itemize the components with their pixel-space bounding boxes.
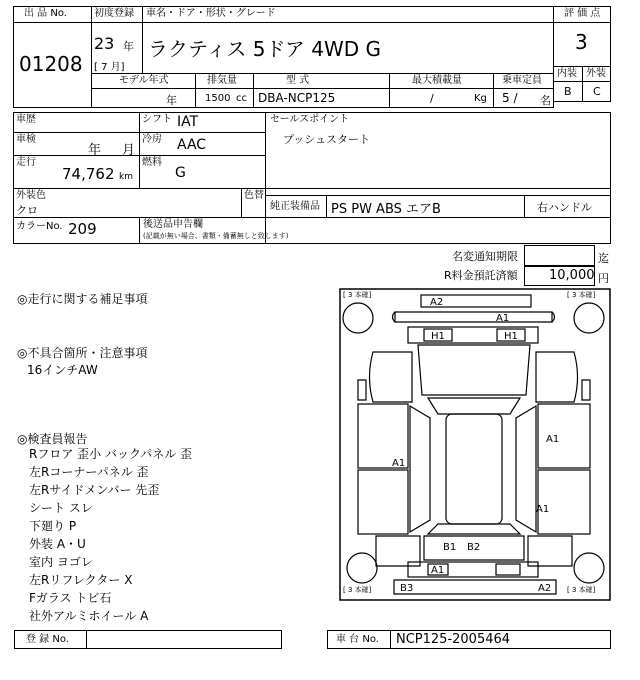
inspector-item: 下廻り P (29, 519, 77, 533)
max-load-unit: Kg (474, 93, 487, 104)
inspector-item: 左Rサイドメンバー 先歪 (29, 483, 160, 497)
history-label: 車歴 (16, 114, 36, 125)
inspector-item: 外装 A・U (29, 537, 86, 551)
shift-label: シフト (142, 114, 172, 125)
displacement-unit: cc (236, 93, 247, 104)
defects-item: 16インチAW (27, 363, 98, 377)
type-value: DBA-NCP125 (258, 91, 336, 105)
exterior-grade-label: 外装 (586, 68, 606, 79)
model-name-label: 車名・ドア・形状・グレード (146, 8, 276, 19)
first-registration-year-unit: 年 (123, 40, 134, 53)
damage-mark-hood: A1 (496, 313, 510, 324)
mileage-label: 走行 (16, 157, 36, 168)
registration-number-label: 登 録 No. (26, 634, 69, 645)
max-load-value: / (430, 92, 434, 105)
color-number-label: カラーNo. (16, 221, 63, 232)
inspector-report-title: ◎検査員報告 (17, 432, 88, 446)
capacity-value: 5 / (502, 91, 518, 105)
damage-mark-tailgate-b1: B1 (443, 542, 457, 553)
inspector-item: Fガラス トビ石 (29, 591, 112, 605)
exterior-color-label: 外装色 (16, 190, 46, 201)
damage-mark-taillight-left: A1 (431, 565, 445, 576)
equipment-value: PS PW ABS エアB (331, 202, 441, 217)
damage-mark-rear-bumper-right: A2 (538, 583, 552, 594)
tire-rear-left-label: [ 3 本確] (343, 586, 372, 594)
color-number-value: 209 (68, 220, 97, 238)
fuel-label: 燃料 (142, 157, 162, 168)
capacity-label: 乗車定員 (502, 75, 542, 86)
displacement-value: 1500 (205, 93, 231, 104)
steering-value: 右ハンドル (537, 201, 592, 214)
inspector-item: Rフロア 歪小 バックパネル 歪 (29, 447, 193, 461)
ac-value: AAC (177, 137, 207, 153)
shift-value: IAT (177, 114, 199, 130)
sales-point-value: プッシュスタート (283, 133, 371, 146)
score: 3 (575, 30, 588, 54)
model-year-unit: 年 (166, 94, 177, 107)
lot-number: 01208 (19, 52, 83, 76)
damage-mark-left-side: A1 (392, 458, 406, 469)
exterior-color-value: クロ (16, 204, 38, 217)
fuel-value: G (175, 165, 186, 181)
name-change-deadline-label: 名変通知期限 (452, 250, 518, 263)
damage-mark-headlight-right: H1 (504, 331, 518, 342)
name-change-deadline-unit: 迄 (598, 252, 609, 265)
inspector-item: 左Rリフレクター X (29, 573, 133, 587)
first-registration-month: [ 7 月] (94, 62, 125, 73)
inspection-label: 車検 (16, 134, 36, 145)
displacement-label: 排気量 (207, 75, 237, 86)
inspector-item: シート スレ (29, 501, 93, 515)
interior-grade-label: 内装 (557, 68, 577, 79)
damage-mark-right-side-top: A1 (546, 434, 560, 445)
capacity-unit: 名 (540, 94, 551, 107)
mileage-unit: km (119, 172, 133, 182)
tire-rear-right-label: [ 3 本確] (567, 586, 596, 594)
first-registration-year: 23 (94, 34, 115, 53)
driving-notes-title: ◎走行に関する補足事項 (17, 292, 148, 306)
ac-label: 冷房 (142, 134, 162, 145)
inspector-item: 左Rコーナーパネル 歪 (29, 465, 149, 479)
recycle-fee-label: R料金預託済額 (444, 269, 518, 282)
recycle-fee-value: 10,000 (549, 268, 595, 283)
repaint-label: 色替 (244, 190, 264, 201)
defects-title: ◎不具合箇所・注意事項 (17, 346, 148, 360)
inspection-month-unit: 月 (122, 143, 136, 158)
damage-mark-tailgate-b2: B2 (467, 542, 481, 553)
mileage-value: 74,762 (62, 165, 115, 183)
first-registration-label: 初度登録 (94, 8, 134, 19)
aftermarket-note: (記載が無い場合、書類・備蓄無しと致します) (143, 232, 289, 240)
inspection-year-unit: 年 (88, 143, 102, 158)
chassis-number-label: 車 台 No. (336, 634, 379, 645)
model-year-label: モデル年式 (119, 75, 169, 86)
interior-grade: B (564, 85, 572, 98)
chassis-number-value: NCP125-2005464 (396, 632, 511, 647)
damage-mark-right-side-bottom: A1 (536, 504, 550, 515)
sales-point-label: セールスポイント (270, 114, 350, 125)
car-damage-diagram (339, 288, 611, 602)
damage-mark-front-bumper: A2 (430, 297, 444, 308)
max-load-label: 最大積載量 (412, 75, 462, 86)
exterior-grade: C (593, 85, 601, 98)
damage-mark-rear-bumper-left: B3 (400, 583, 414, 594)
lot-number-label: 出 品 No. (24, 8, 67, 19)
model-name: ラクティス 5ドア 4WD G (148, 37, 381, 61)
inspector-item: 社外アルミホイール A (29, 609, 149, 623)
tire-front-right-label: [ 3 本確] (567, 291, 596, 299)
damage-mark-headlight-left: H1 (431, 331, 445, 342)
inspector-item: 室内 ヨゴレ (29, 555, 93, 569)
score-label: 評 価 点 (564, 8, 601, 19)
name-change-deadline-box (524, 245, 595, 266)
recycle-fee-unit: 円 (598, 272, 609, 285)
aftermarket-label: 後送品申告欄 (143, 219, 203, 230)
equipment-label: 純正装備品 (270, 201, 320, 212)
tire-front-left-label: [ 3 本確] (343, 291, 372, 299)
type-label: 型 式 (286, 75, 310, 86)
